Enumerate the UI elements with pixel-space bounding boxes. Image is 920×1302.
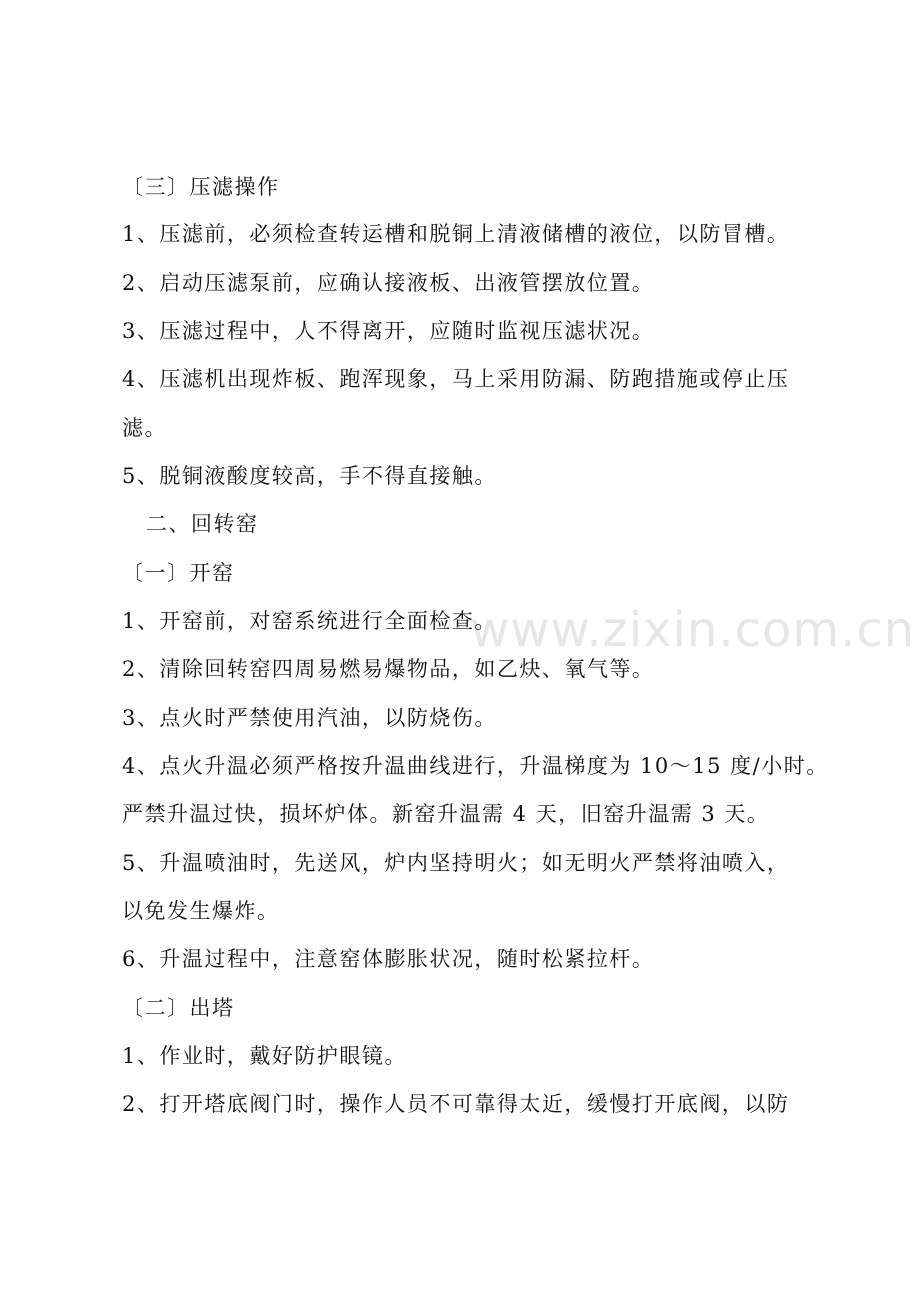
section-heading-rotary-kiln: 二、回转窑 [146, 512, 259, 536]
paragraph-line: 4、压滤机出现炸板、跑浑现象，马上采用防漏、防跑措施或停止压 [122, 367, 790, 391]
paragraph-line: 5、升温喷油时，先送风，炉内坚持明火；如无明火严禁将油喷入， [122, 851, 790, 875]
paragraph-line-continuation: 严禁升温过快，损坏炉体。新窑升温需 4 天，旧窑升温需 3 天。 [122, 802, 770, 826]
section-heading-tower-discharge: 〔二〕出塔 [122, 996, 235, 1020]
paragraph-line: 2、启动压滤泵前，应确认接液板、出液管摆放位置。 [122, 271, 655, 295]
paragraph-line: 3、点火时严禁使用汽油，以防烧伤。 [122, 706, 497, 730]
paragraph-line: 6、升温过程中，注意窑体膨胀状况，随时松紧拉杆。 [122, 947, 655, 971]
paragraph-line: 4、点火升温必须严格按升温曲线进行，升温梯度为 10～15 度/小时。 [122, 754, 829, 778]
paragraph-line: 1、开窑前，对窑系统进行全面检查。 [122, 609, 497, 633]
paragraph-line: 1、压滤前，必须检查转运槽和脱铜上清液储槽的液位，以防冒槽。 [122, 222, 790, 246]
paragraph-line-continuation: 滤。 [122, 416, 167, 440]
paragraph-line: 3、压滤过程中，人不得离开，应随时监视压滤状况。 [122, 319, 655, 343]
section-heading-press-filter: 〔三〕压滤操作 [122, 175, 280, 199]
paragraph-line-continuation: 以免发生爆炸。 [122, 899, 280, 923]
paragraph-line: 2、清除回转窑四周易燃易爆物品，如乙炔、氧气等。 [122, 657, 655, 681]
paragraph-line: 2、打开塔底阀门时，操作人员不可靠得太近，缓慢打开底阀，以防 [122, 1092, 790, 1116]
section-heading-open-kiln: 〔一〕开窑 [122, 561, 235, 585]
watermark: www.zixin.com.cn [470, 602, 916, 658]
paragraph-line: 1、作业时，戴好防护眼镜。 [122, 1044, 407, 1068]
paragraph-line: 5、脱铜液酸度较高，手不得直接触。 [122, 464, 497, 488]
